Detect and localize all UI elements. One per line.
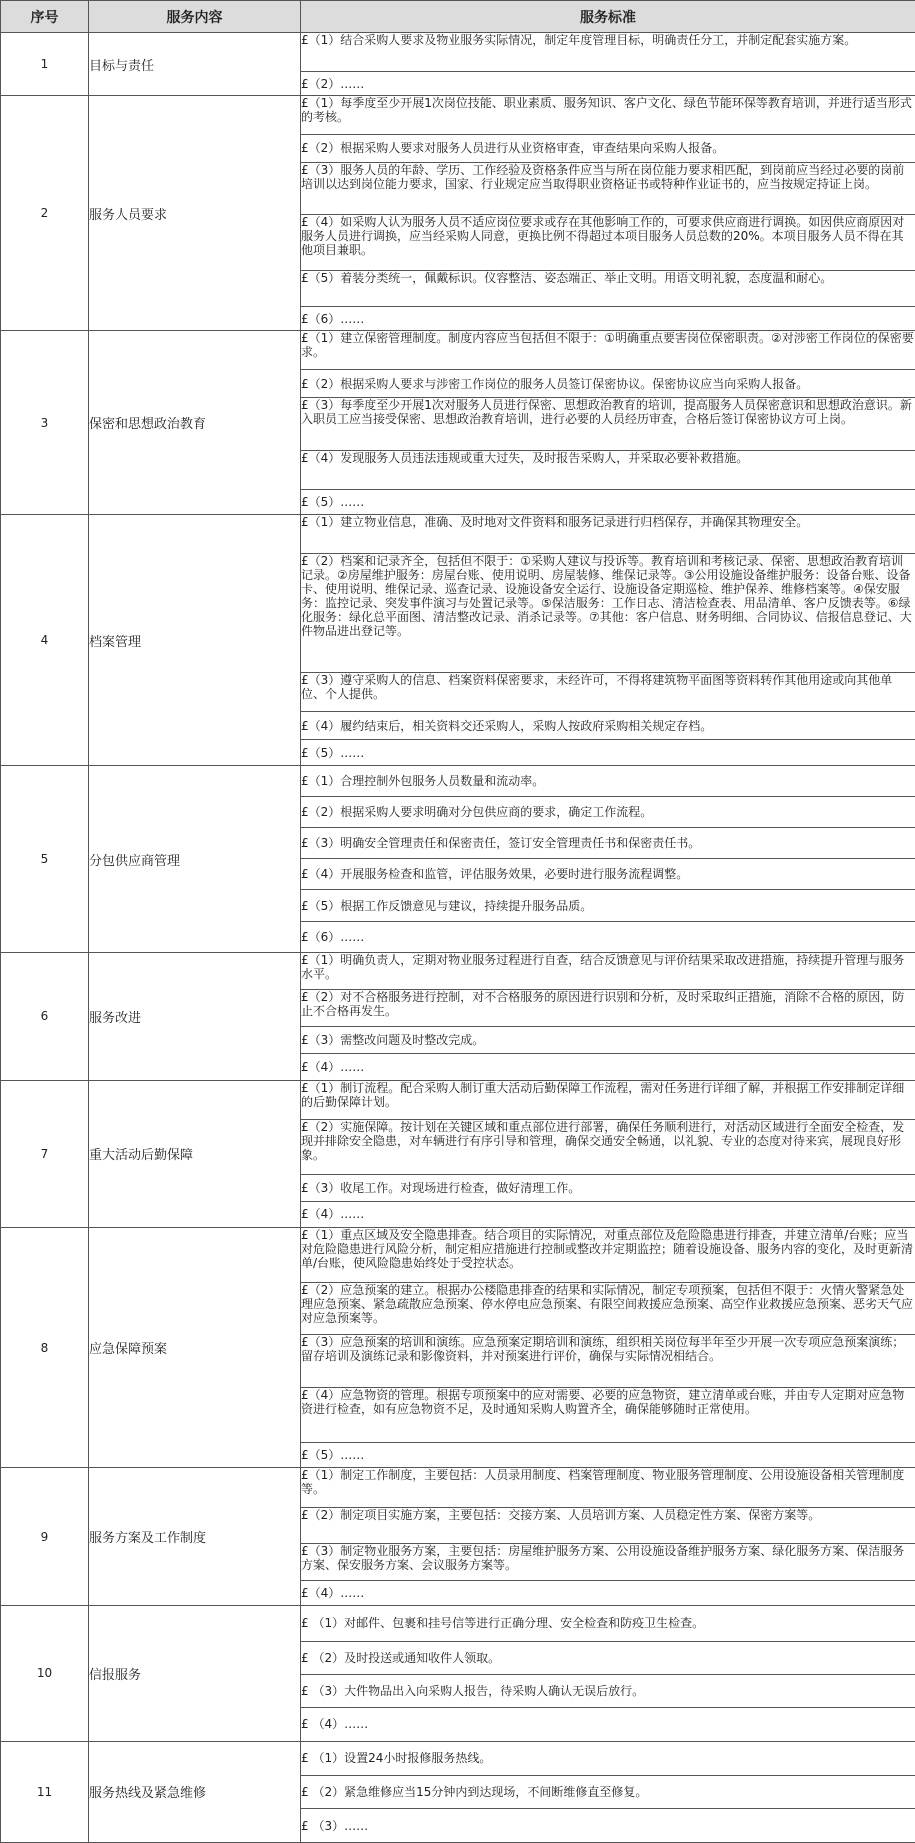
standard-item: £（4）…… — [301, 1580, 915, 1605]
table-row — [1, 1606, 915, 1642]
table-row — [1, 96, 915, 135]
standard-item: £（3）遵守采购人的信息、档案资料保密要求，未经许可，不得将建筑物平面图等资料转作其他用途或向其他单位、个人提供。 — [301, 673, 915, 712]
standard-item: £（2）应急预案的建立。根据办公楼隐患排查的结果和实际情况，制定专项预案，包括但不限于：火情火警紧急处理应急预案、紧急疏散应急预案、停水停电应急预案、有限空间救援应急预案、高空作业救援应急预案、恶劣天气应对应急预案等。 — [301, 1282, 915, 1335]
standard-item: £ （3）…… — [301, 1809, 915, 1843]
standard-item: £（3）服务人员的年龄、学历、工作经验及资格条件应当与所在岗位能力要求相匹配，到岗前应当经过必要的岗前培训以达到岗位能力要求，国家、行业规定应当取得职业资格证书或特种作业证书的，应当按规定持证上岗。 — [301, 162, 915, 215]
section-service-content: 档案管理 — [89, 514, 301, 765]
standard-item: £ （3）大件物品出入向采购人报告，待采购人确认无误后放行。 — [301, 1675, 915, 1708]
standard-item: £（3）需整改问题及时整改完成。 — [301, 1026, 915, 1054]
table-row — [1, 1468, 915, 1507]
standard-item: £（2）根据采购人要求对服务人员进行从业资格审查，审查结果向采购人报备。 — [301, 135, 915, 163]
standard-item: £（3）制定物业服务方案，主要包括：房屋维护服务方案、公用设施设备维护服务方案、绿化服务方案、保洁服务方案、保安服务方案、会议服务方案等。 — [301, 1544, 915, 1581]
standard-item: £（1）制定工作制度，主要包括：人员录用制度、档案管理制度、物业服务管理制度、公用设施设备相关管理制度等。 — [301, 1468, 915, 1507]
section-number: 11 — [1, 1741, 89, 1842]
table-row — [1, 953, 915, 990]
table-row — [1, 1227, 915, 1282]
section-number: 3 — [1, 331, 89, 515]
section-service-content: 服务方案及工作制度 — [89, 1468, 301, 1606]
section-service-content: 服务人员要求 — [89, 96, 301, 331]
standard-item: £（5）…… — [301, 739, 915, 765]
table-row — [1, 331, 915, 370]
standard-item: £（2）对不合格服务进行控制，对不合格服务的原因进行识别和分析，及时采取纠正措施，消除不合格的原因，防止不合格再发生。 — [301, 990, 915, 1027]
standard-item: £（1）建立保密管理制度。制度内容应当包括但不限于：①明确重点要害岗位保密职责。②对涉密工作岗位的保密要求。 — [301, 331, 915, 370]
header-standard: 服务标准 — [301, 1, 915, 33]
standard-item: £（5）着装分类统一，佩戴标识。仪容整洁、姿态端正、举止文明。用语文明礼貌，态度温和耐心。 — [301, 270, 915, 307]
section-service-content: 重大活动后勤保障 — [89, 1080, 301, 1227]
section-service-content: 分包供应商管理 — [89, 766, 301, 953]
standard-item: £（2）实施保障。按计划在关键区域和重点部位进行部署，确保任务顺利进行，对活动区域进行全面安全检查，发现并排除安全隐患，对车辆进行有序引导和管理，确保交通安全畅通，以礼貌、专业的态度对待来宾，展现良好形象。 — [301, 1119, 915, 1174]
standard-item: £（5）根据工作反馈意见与建议，持续提升服务品质。 — [301, 890, 915, 922]
section-number: 2 — [1, 96, 89, 331]
standard-item: £ （1）对邮件、包裹和挂号信等进行正确分理、安全检查和防疫卫生检查。 — [301, 1606, 915, 1642]
standard-item: £（1）重点区域及安全隐患排查。结合项目的实际情况，对重点部位及危险隐患进行排查，并建立清单/台账；应当对危险隐患进行风险分析，制定相应措施进行控制或整改并定期监控；随着设施设备、服务内容的变化，及时更新清单/台账，使风险隐患始终处于受控状态。 — [301, 1227, 915, 1282]
standard-item: £（4）如采购人认为服务人员不适应岗位要求或存在其他影响工作的，可要求供应商进行调换。如因供应商原因对服务人员进行调换，应当经采购人同意，更换比例不得超过本项目服务人员总数的20%。本项目服务人员不得在其他项目兼职。 — [301, 215, 915, 270]
standard-item: £（1）明确负责人，定期对物业服务过程进行自查，结合反馈意见与评价结果采取改进措施，持续提升管理与服务水平。 — [301, 953, 915, 990]
standard-item: £（5）…… — [301, 489, 915, 514]
section-number: 10 — [1, 1606, 89, 1741]
section-number: 8 — [1, 1227, 89, 1468]
table-row — [1, 1741, 915, 1775]
standard-item: £（6）…… — [301, 922, 915, 953]
standard-item: £（2）根据采购人要求明确对分包供应商的要求，确定工作流程。 — [301, 797, 915, 828]
standard-item: £（4）…… — [301, 1202, 915, 1227]
standard-item: £（1）建立物业信息，准确、及时地对文件资料和服务记录进行归档保存，并确保其物理安全。 — [301, 514, 915, 553]
standard-item: £（1）制订流程。配合采购人制订重大活动后勤保障工作流程，需对任务进行详细了解，并根据工作安排制定详细的后勤保障计划。 — [301, 1080, 915, 1119]
section-service-content: 服务改进 — [89, 953, 301, 1080]
table-row — [1, 514, 915, 553]
section-number: 9 — [1, 1468, 89, 1606]
standard-item: £ （2）及时投送或通知收件人领取。 — [301, 1641, 915, 1674]
header-no: 序号 — [1, 1, 89, 33]
standard-item: £（4）发现服务人员违法违规或重大过失，及时报告采购人，并采取必要补救措施。 — [301, 450, 915, 489]
section-service-content: 应急保障预案 — [89, 1227, 301, 1468]
section-service-content: 服务热线及紧急维修 — [89, 1741, 301, 1842]
section-number: 7 — [1, 1080, 89, 1227]
standard-item: £（5）…… — [301, 1443, 915, 1468]
table-body — [1, 33, 915, 1843]
standard-item: £（2）档案和记录齐全，包括但不限于：①采购人建议与投诉等。教育培训和考核记录、保密、思想政治教育培训记录。②房屋维护服务：房屋台账、使用说明、房屋装修、维保记录等。③公用设施设备维护服务：设备台账、设备卡、使用说明、维保记录、巡查记录、设施设备安全运行、设施设备定期巡检、维护保养、维修档案等。④保安服务：监控记录、突发事件演习与处置记录等。⑤保洁服务：工作日志、清洁检查表、用品清单、客户反馈表等。⑥绿化服务：绿化总平面图、清洁整改记录、消杀记录等。⑦其他：客户信息、财务明细、合同协议、信报信息登记、大件物品进出登记等。 — [301, 553, 915, 672]
section-number: 6 — [1, 953, 89, 1080]
standard-item: £（3）收尾工作。对现场进行检查，做好清理工作。 — [301, 1174, 915, 1202]
standard-item: £（2）根据采购人要求与涉密工作岗位的服务人员签订保密协议。保密协议应当向采购人报备。 — [301, 370, 915, 398]
standard-item: £（4）开展服务检查和监管，评估服务效果，必要时进行服务流程调整。 — [301, 859, 915, 890]
standard-item: £（1）合理控制外包服务人员数量和流动率。 — [301, 766, 915, 797]
table-row — [1, 1080, 915, 1119]
section-number: 5 — [1, 766, 89, 953]
standard-item: £ （1）设置24小时报修服务热线。 — [301, 1741, 915, 1775]
section-service-content: 保密和思想政治教育 — [89, 331, 301, 515]
standard-item: £（1）结合采购人要求及物业服务实际情况，制定年度管理目标，明确责任分工，并制定配套实施方案。 — [301, 33, 915, 72]
table-row — [1, 766, 915, 797]
standard-item: £（1）每季度至少开展1次岗位技能、职业素质、服务知识、客户文化、绿色节能环保等教育培训，并进行适当形式的考核。 — [301, 96, 915, 135]
section-service-content: 信报服务 — [89, 1606, 301, 1741]
header-row — [1, 1, 915, 33]
section-number: 4 — [1, 514, 89, 765]
standard-item: £（3）每季度至少开展1次对服务人员进行保密、思想政治教育的培训，提高服务人员保密意识和思想政治意识。新入职员工应当接受保密、思想政治教育培训，进行必要的人员经历审查，合格后签订保密协议方可上岗。 — [301, 397, 915, 450]
section-service-content: 目标与责任 — [89, 33, 301, 96]
standard-item: £（2）制定项目实施方案，主要包括：交接方案、人员培训方案、人员稳定性方案、保密方案等。 — [301, 1507, 915, 1544]
standard-item: £（4）应急物资的管理。根据专项预案中的应对需要、必要的应急物资，建立清单或台账，并由专人定期对应急物资进行检查，如有应急物资不足，及时通知采购人购置齐全，确保能够随时正常使用。 — [301, 1388, 915, 1443]
standard-item: £（3）明确安全管理责任和保密责任，签订安全管理责任书和保密责任书。 — [301, 828, 915, 859]
standard-item: £（4）…… — [301, 1054, 915, 1080]
standard-item: £（3）应急预案的培训和演练。应急预案定期培训和演练，组织相关岗位每半年至少开展一次专项应急预案演练；留存培训及演练记录和影像资料，并对预案进行评价，确保与实际情况相结合。 — [301, 1335, 915, 1388]
table-row — [1, 33, 915, 72]
header-content: 服务内容 — [89, 1, 301, 33]
standard-item: £（6）…… — [301, 307, 915, 331]
standard-item: £ （4）…… — [301, 1708, 915, 1741]
standard-item: £（2）…… — [301, 72, 915, 96]
standard-item: £ （2）紧急维修应当15分钟内到达现场，不间断维修直至修复。 — [301, 1776, 915, 1809]
standard-item: £（4）履约结束后，相关资料交还采购人，采购人按政府采购相关规定存档。 — [301, 712, 915, 740]
section-number: 1 — [1, 33, 89, 96]
